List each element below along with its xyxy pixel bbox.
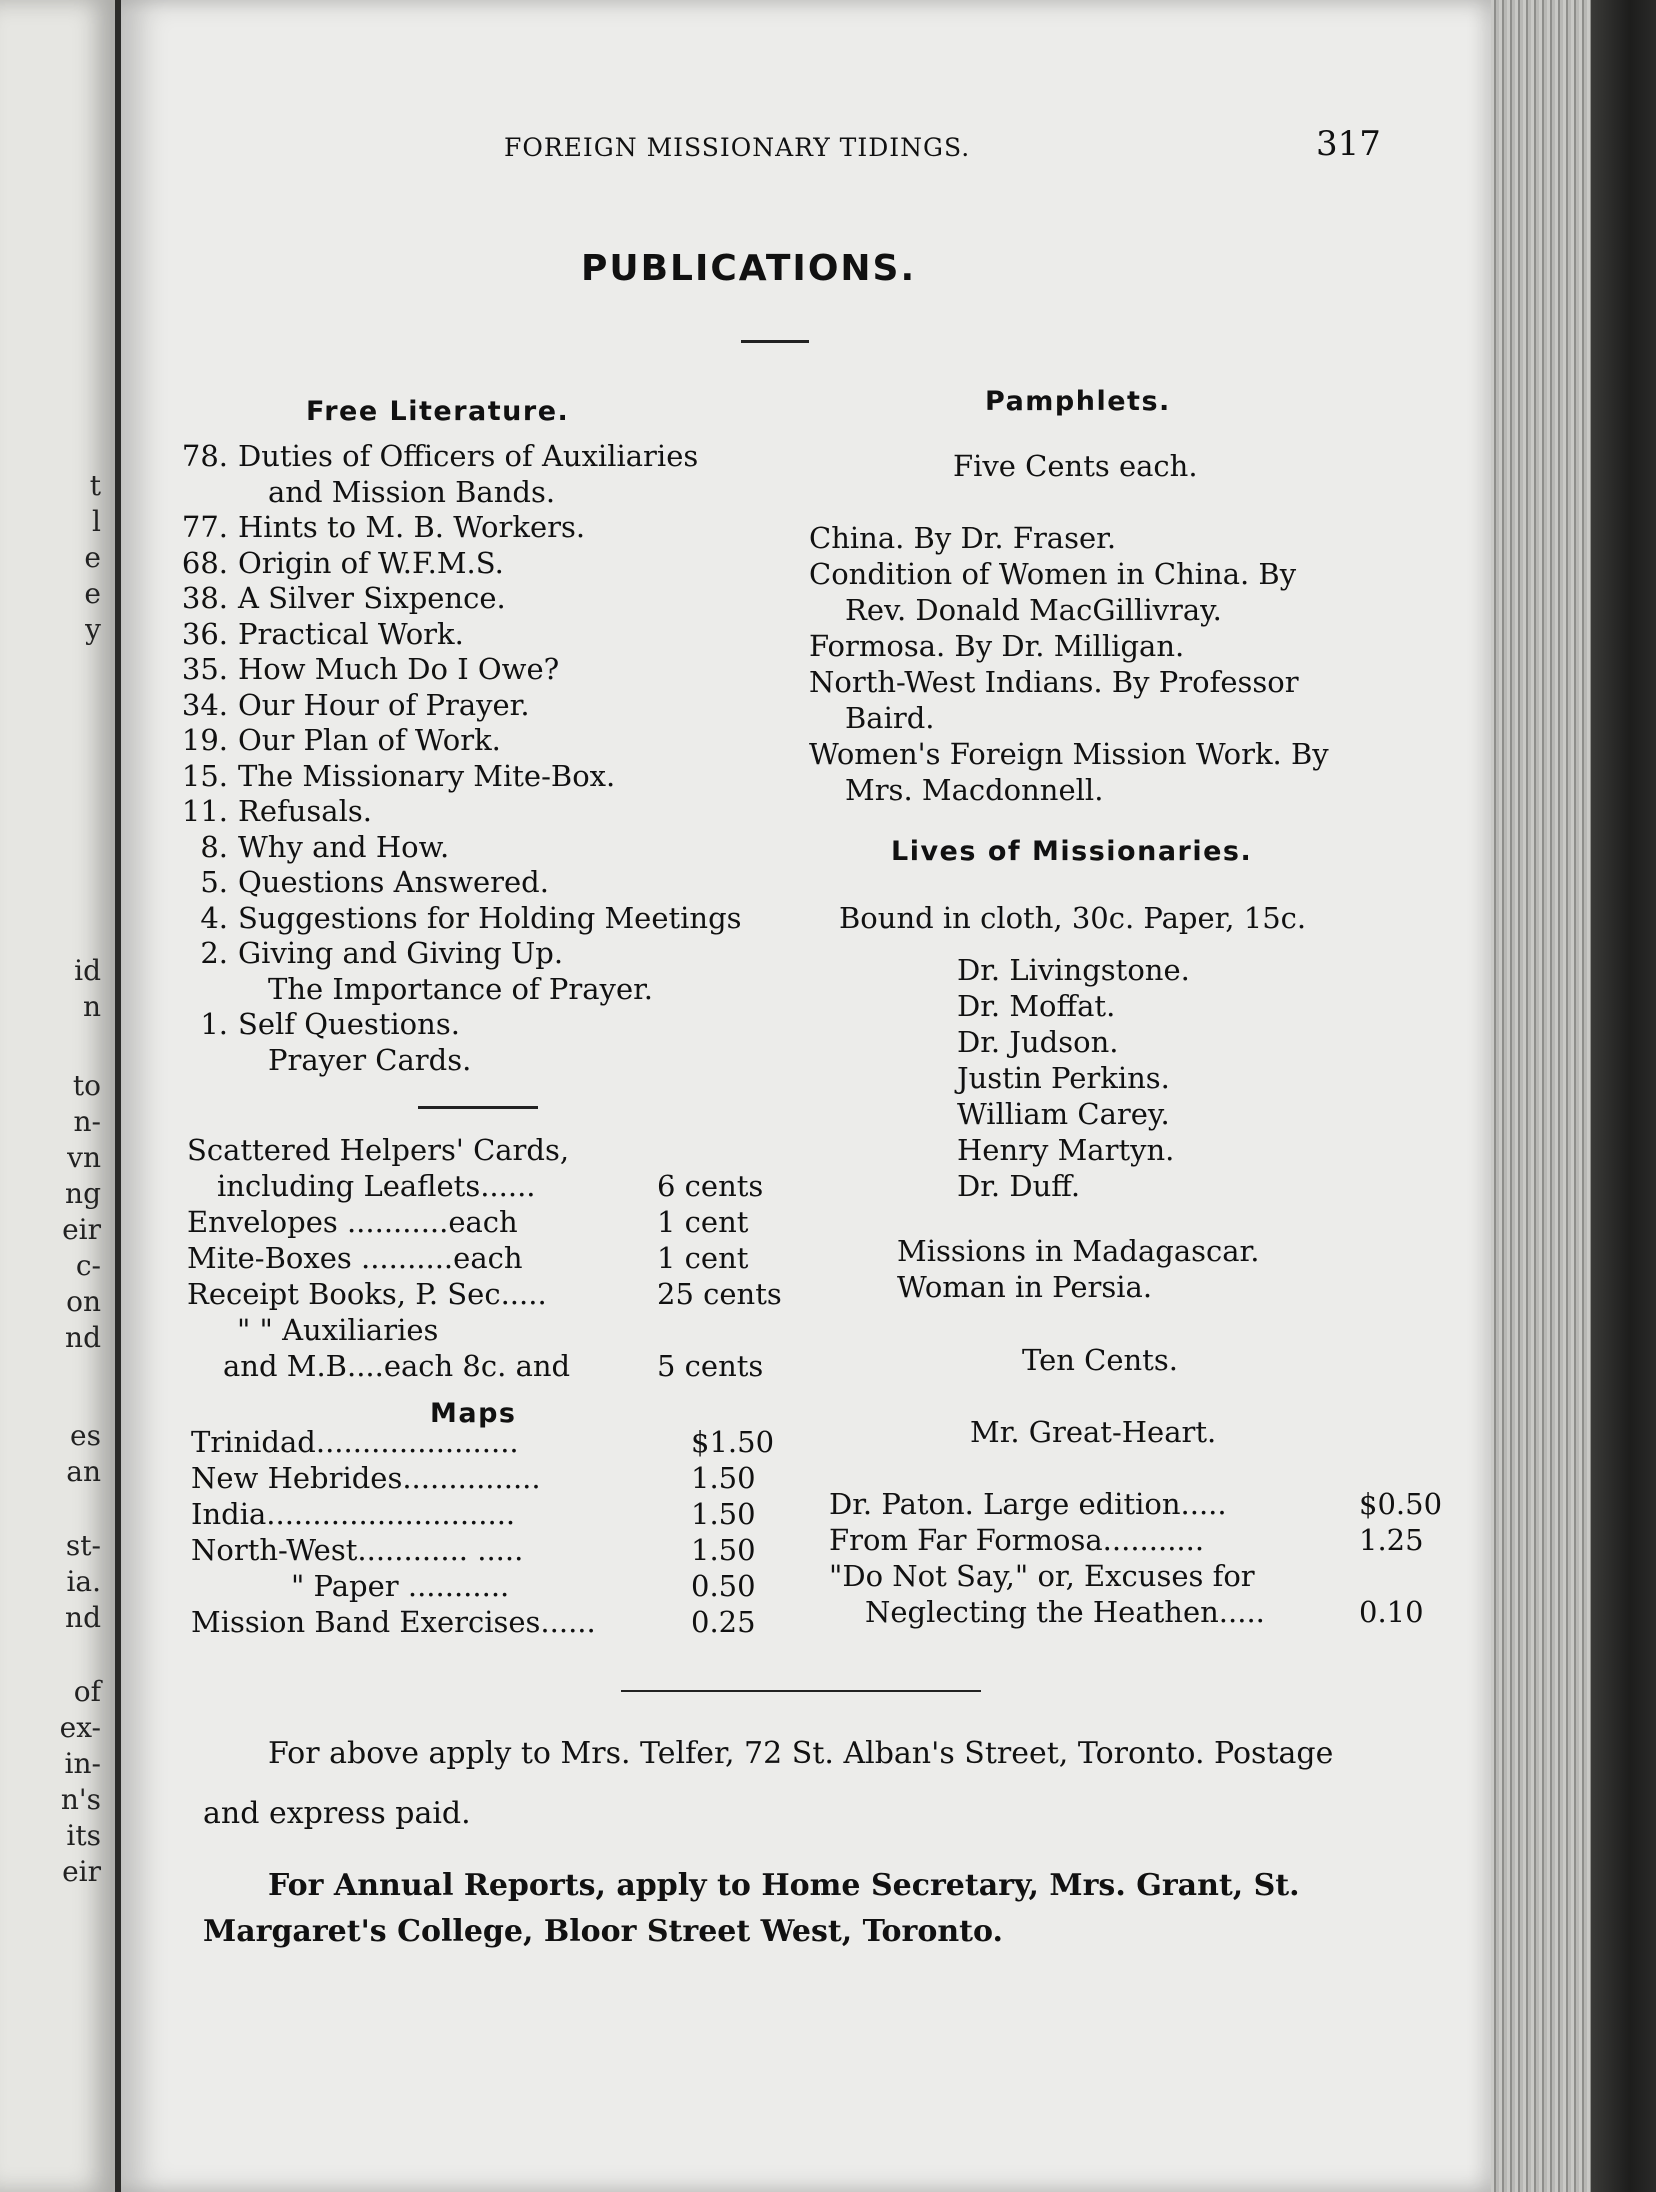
supply-label: and M.B....each 8c. and xyxy=(223,1349,571,1383)
priced-book-price: $0.50 xyxy=(1359,1487,1443,1521)
free-literature-heading: Free Literature. xyxy=(306,396,570,427)
map-label: North-West............ ..... xyxy=(191,1533,524,1567)
map-price: 0.50 xyxy=(691,1569,756,1603)
list-item xyxy=(176,510,896,546)
list-item xyxy=(176,865,896,901)
footer-paragraph-2-line-1: For Annual Reports, apply to Home Secretary, Mrs. Grant, St. xyxy=(268,1868,1300,1903)
map-price: $1.50 xyxy=(691,1425,775,1459)
item-title: How Much Do I Owe? xyxy=(238,652,560,686)
supply-label: Envelopes ...........each xyxy=(187,1205,518,1239)
item-number: 15. xyxy=(181,758,228,793)
map-row xyxy=(191,1424,791,1460)
facing-page-text-fragment: nd xyxy=(65,1601,101,1634)
list-item xyxy=(176,581,896,617)
item-title: The Importance of Prayer. xyxy=(268,971,654,1006)
item-title: Giving and Giving Up. xyxy=(238,936,564,970)
book-page xyxy=(121,0,1491,2192)
list-item xyxy=(176,794,896,830)
facing-page-text-fragment: eir xyxy=(62,1213,101,1246)
facing-page-text-fragment: es xyxy=(70,1419,101,1452)
facing-page-text-fragment: to xyxy=(72,1069,101,1102)
list-item xyxy=(176,972,896,1008)
other-pamphlet: Missions in Madagascar. xyxy=(897,1234,1260,1268)
supply-row xyxy=(187,1240,787,1276)
page-edges xyxy=(1491,0,1591,2192)
facing-page-text-fragment: n xyxy=(82,990,101,1023)
list-item xyxy=(176,546,896,582)
item-title: and Mission Bands. xyxy=(268,474,556,509)
supply-row xyxy=(187,1132,787,1168)
item-number: 35. xyxy=(181,652,228,686)
priced-book-label: Neglecting the Heathen..... xyxy=(865,1595,1265,1629)
facing-page-text-fragment: on xyxy=(66,1285,101,1318)
item-number: 34. xyxy=(181,687,228,722)
map-row xyxy=(191,1604,791,1640)
book-binding xyxy=(1591,0,1656,2192)
pamphlet-line: Rev. Donald MacGillivray. xyxy=(845,593,1222,627)
list-item xyxy=(176,901,896,937)
facing-page-text-fragment: l xyxy=(92,505,101,538)
facing-page-text-fragment: in- xyxy=(64,1747,101,1780)
priced-book-price: 0.10 xyxy=(1359,1595,1424,1629)
missionary-name: Dr. Duff. xyxy=(957,1169,1081,1203)
facing-page-text-fragment: id xyxy=(74,954,101,987)
map-row xyxy=(191,1568,791,1604)
map-row xyxy=(191,1532,791,1568)
pamphlet-line: Condition of Women in China. By xyxy=(809,557,1297,591)
item-number: 36. xyxy=(181,616,228,651)
supply-label: Scattered Helpers' Cards, xyxy=(187,1133,570,1167)
supply-price: 6 cents xyxy=(657,1169,764,1203)
facing-page-text-fragment: ex- xyxy=(59,1711,101,1744)
list-item xyxy=(176,759,896,795)
item-title: Refusals. xyxy=(238,794,372,828)
map-label: " Paper ........... xyxy=(291,1569,510,1603)
missionary-name: Dr. Moffat. xyxy=(957,989,1116,1023)
missionary-name: Dr. Livingstone. xyxy=(957,953,1190,987)
supply-price: 1 cent xyxy=(657,1205,749,1239)
list-item xyxy=(176,688,896,724)
facing-page-text-fragment: its xyxy=(66,1819,101,1852)
map-label: India........................... xyxy=(191,1497,516,1531)
map-price: 0.25 xyxy=(691,1605,756,1639)
priced-book-label: From Far Formosa........... xyxy=(829,1523,1205,1557)
other-pamphlets xyxy=(897,1233,1259,1305)
facing-page-text-fragment: n's xyxy=(60,1783,101,1816)
map-label: Mission Band Exercises...... xyxy=(191,1605,596,1639)
item-title: Our Plan of Work. xyxy=(238,723,501,757)
map-label: Trinidad...................... xyxy=(191,1425,519,1459)
other-pamphlet: Woman in Persia. xyxy=(897,1270,1153,1304)
item-number: 77. xyxy=(181,510,228,544)
item-title: Suggestions for Holding Meetings xyxy=(238,900,742,935)
supply-row xyxy=(187,1168,787,1204)
facing-page-text-fragment: an xyxy=(66,1455,101,1488)
facing-page-text-fragment: vn xyxy=(67,1141,101,1174)
item-title: Our Hour of Prayer. xyxy=(238,687,530,722)
facing-page-text-fragment: nd xyxy=(65,1321,101,1354)
supply-row xyxy=(187,1312,787,1348)
title-rule xyxy=(741,340,809,343)
supply-row xyxy=(187,1348,787,1384)
missionary-name: Dr. Judson. xyxy=(957,1025,1119,1059)
priced-book-price: 1.25 xyxy=(1359,1523,1424,1557)
pamphlet-line: Formosa. By Dr. Milligan. xyxy=(809,629,1185,663)
item-number: 78. xyxy=(181,439,228,473)
lives-binding-prices: Bound in cloth, 30c. Paper, 15c. xyxy=(839,901,1307,935)
item-number: 4. xyxy=(200,900,228,935)
priced-book-row xyxy=(829,1558,1429,1594)
item-title: Prayer Cards. xyxy=(268,1042,472,1077)
facing-page-text-fragment: of xyxy=(73,1675,101,1708)
missionary-name: Justin Perkins. xyxy=(957,1061,1170,1095)
supply-label: " " Auxiliaries xyxy=(237,1313,439,1347)
supply-price: 25 cents xyxy=(657,1277,782,1311)
item-title: Why and How. xyxy=(238,829,450,864)
missionary-names xyxy=(957,952,1190,1204)
missionary-name: Henry Martyn. xyxy=(957,1133,1175,1167)
list-item xyxy=(176,936,896,972)
footer-paragraph-1-line-2: and express paid. xyxy=(203,1796,471,1831)
facing-page-text-fragment: e xyxy=(84,577,101,610)
page-title: PUBLICATIONS. xyxy=(581,248,917,289)
supply-label: Mite-Boxes ..........each xyxy=(187,1241,523,1275)
list-item xyxy=(176,1007,896,1043)
supplies-list xyxy=(187,1132,787,1384)
footer-rule xyxy=(621,1690,981,1692)
maps-list xyxy=(191,1424,791,1640)
item-number: 68. xyxy=(181,545,228,580)
supply-price: 5 cents xyxy=(657,1349,764,1383)
map-row xyxy=(191,1496,791,1532)
facing-page-text-fragment: c- xyxy=(75,1249,101,1282)
item-title: Practical Work. xyxy=(238,616,464,651)
item-number: 19. xyxy=(181,723,228,757)
item-title: Questions Answered. xyxy=(238,865,549,899)
footer-paragraph-1-line-1: For above apply to Mrs. Telfer, 72 St. Alban's Street, Toronto. Postage xyxy=(268,1736,1334,1771)
pamphlets-subheading: Five Cents each. xyxy=(953,449,1198,483)
pamphlet-line: North-West Indians. By Professor xyxy=(809,665,1299,699)
facing-page-text-fragment: y xyxy=(85,613,101,646)
facing-page-text-fragment: n- xyxy=(73,1105,101,1138)
facing-page-text-fragment: e xyxy=(84,541,101,574)
free-literature-list xyxy=(176,439,896,1078)
lives-heading: Lives of Missionaries. xyxy=(891,836,1253,867)
item-title: Self Questions. xyxy=(238,1007,460,1041)
priced-book-label: Dr. Paton. Large edition..... xyxy=(829,1487,1227,1521)
pamphlets-heading: Pamphlets. xyxy=(985,386,1171,417)
maps-heading: Maps xyxy=(430,1398,517,1429)
item-number: 38. xyxy=(181,581,228,615)
section-rule xyxy=(418,1106,538,1109)
priced-book-row xyxy=(829,1522,1429,1558)
item-title: The Missionary Mite-Box. xyxy=(238,758,616,793)
list-item xyxy=(176,617,896,653)
list-item xyxy=(176,723,896,759)
priced-books-list xyxy=(829,1486,1443,1630)
map-price: 1.50 xyxy=(691,1461,756,1495)
supply-label: Receipt Books, P. Sec..... xyxy=(187,1277,547,1311)
item-title: Hints to M. B. Workers. xyxy=(238,510,586,544)
priced-book-row xyxy=(829,1486,1443,1522)
map-label: New Hebrides............... xyxy=(191,1461,541,1495)
pamphlet-line: Women's Foreign Mission Work. By xyxy=(809,737,1329,771)
facing-page-text-fragment: ng xyxy=(65,1177,101,1210)
list-item xyxy=(176,830,896,866)
ten-cents-item: Mr. Great-Heart. xyxy=(970,1415,1217,1449)
facing-page-text-fragment: eir xyxy=(62,1855,101,1888)
map-price: 1.50 xyxy=(691,1497,756,1531)
item-title: A Silver Sixpence. xyxy=(238,581,506,615)
item-number: 2. xyxy=(200,936,228,970)
priced-book-row xyxy=(829,1594,1429,1630)
supply-row xyxy=(187,1204,787,1240)
item-number: 1. xyxy=(200,1007,228,1041)
running-title: FOREIGN MISSIONARY TIDINGS. xyxy=(504,133,971,162)
facing-page-text-fragment: st- xyxy=(65,1529,101,1562)
missionary-name: William Carey. xyxy=(957,1097,1170,1131)
item-title: Origin of W.F.M.S. xyxy=(238,545,504,580)
item-title: Duties of Officers of Auxiliaries xyxy=(238,439,699,473)
list-item xyxy=(176,1043,896,1079)
facing-page-text-fragment: t xyxy=(89,469,101,502)
item-number: 11. xyxy=(181,794,228,828)
item-number: 8. xyxy=(200,829,228,864)
supply-price: 1 cent xyxy=(657,1241,749,1275)
facing-page-text-fragment: ia. xyxy=(66,1565,101,1598)
supply-label: including Leaflets...... xyxy=(217,1169,536,1203)
map-price: 1.50 xyxy=(691,1533,756,1567)
pamphlets-list xyxy=(809,520,1429,808)
pamphlet-line: Mrs. Macdonnell. xyxy=(845,773,1104,807)
supply-row xyxy=(187,1276,787,1312)
list-item xyxy=(176,652,896,688)
item-number: 5. xyxy=(200,865,228,899)
page-number: 317 xyxy=(1316,124,1381,164)
list-item xyxy=(176,475,896,511)
footer-paragraph-2-line-2: Margaret's College, Bloor Street West, Toronto. xyxy=(203,1914,1003,1949)
pamphlet-line: China. By Dr. Fraser. xyxy=(809,521,1117,555)
map-row xyxy=(191,1460,791,1496)
priced-book-label: "Do Not Say," or, Excuses for xyxy=(829,1559,1255,1593)
ten-cents-heading: Ten Cents. xyxy=(1022,1343,1178,1377)
facing-page-fragment xyxy=(0,0,121,2192)
pamphlet-line: Baird. xyxy=(845,701,935,735)
list-item xyxy=(176,439,896,475)
